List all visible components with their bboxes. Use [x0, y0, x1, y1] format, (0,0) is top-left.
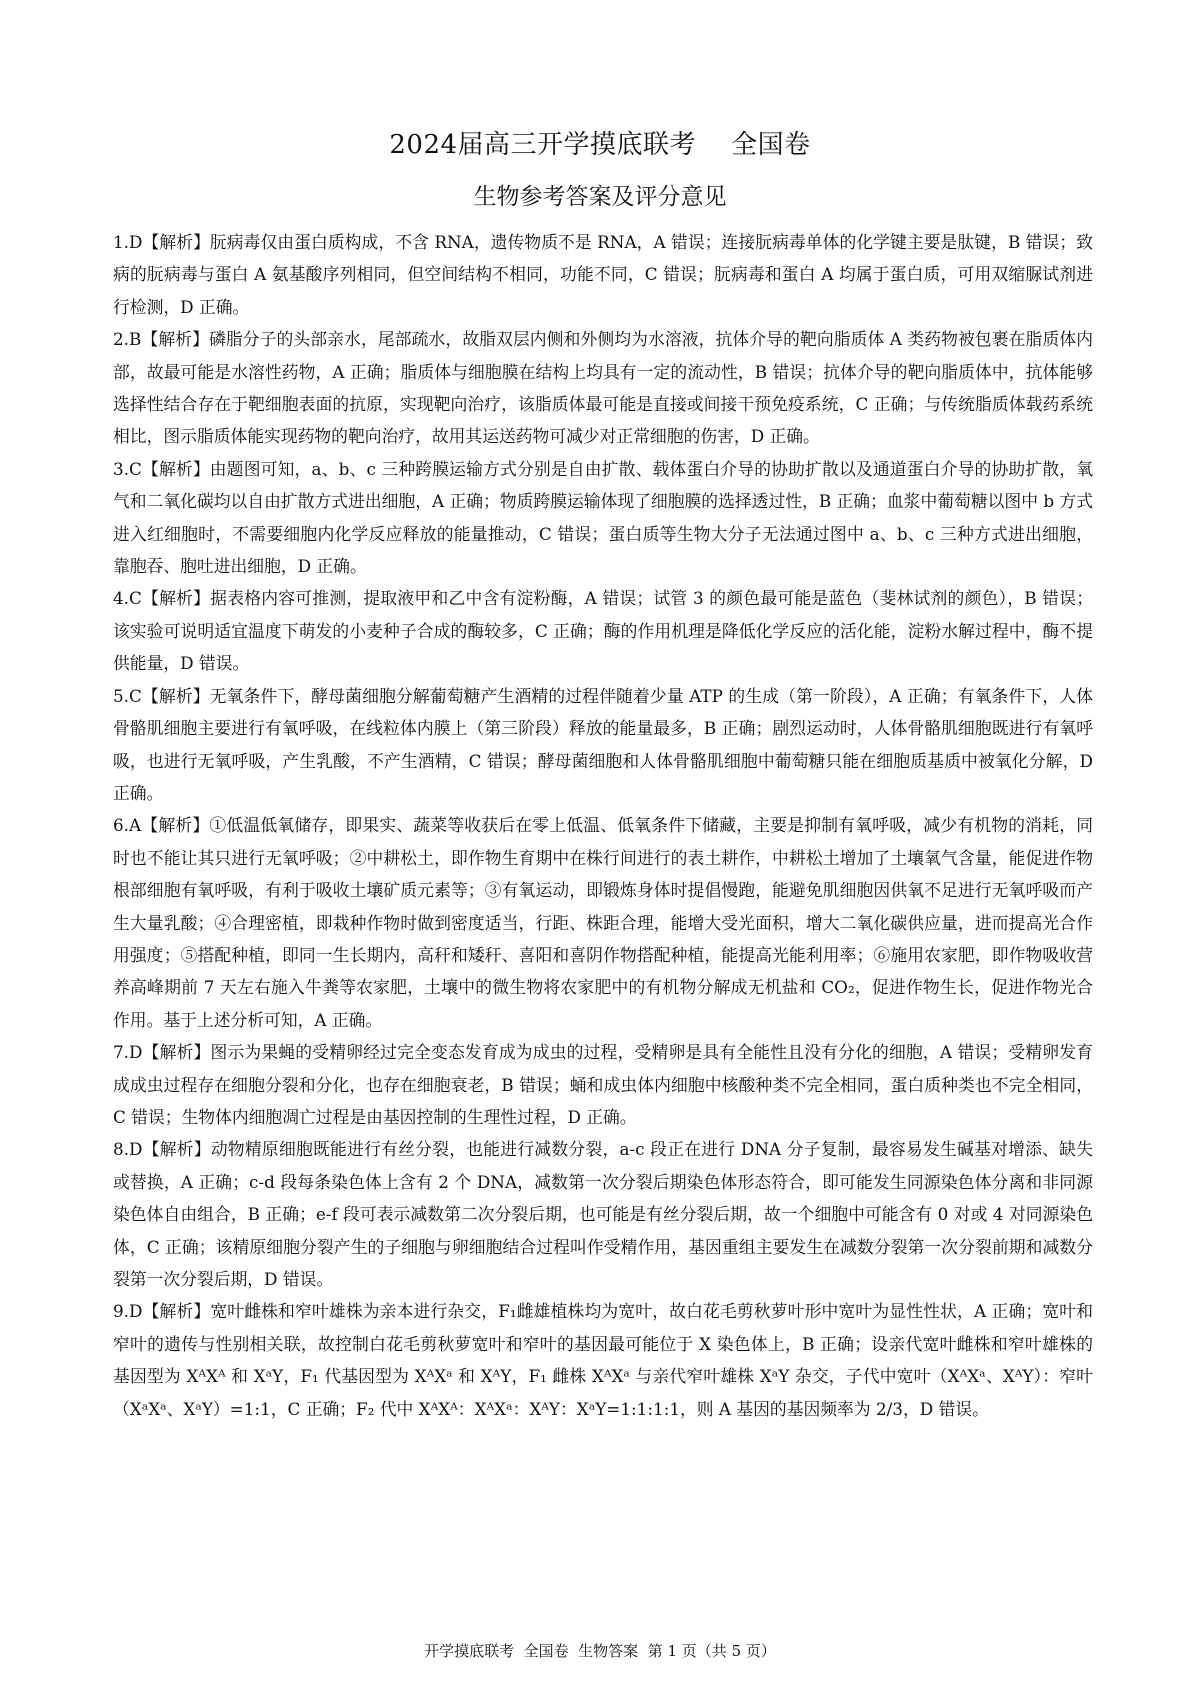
answer-list — [113, 226, 1093, 1425]
page-footer: 开学摸底联考 全国卷 生物答案 第 1 页（共 5 页） — [424, 1642, 776, 1660]
answer-item-1: 1.D【解析】朊病毒仅由蛋白质构成，不含 RNA，遗传物质不是 RNA，A 错误；连接朊病毒单体的化学键主要是肽键，B 错误；致病的朊病毒与蛋白 A 氨基酸序列相同，但空间结构不相同，功能不同，C 错误；朊病毒和蛋白 A 均属于蛋白质，可用双缩脲试剂进行检测，D 正确。 — [113, 232, 1093, 317]
answer-item-8: 8.D【解析】动物精原细胞既能进行有丝分裂，也能进行减数分裂，a-c 段正在进行 DNA 分子复制，最容易发生碱基对增添、缺失或替换，A 正确；c-d 段每条染色体上含有 2 个 DNA，减数第一次分裂后期染色体形态符合，即可能发生同源染色体分离和非同源染色体自由组合，B 正确；e-f 段可表示减数第二次分裂后期，也可能是有丝分裂后期，故一个细胞中可能含有 0 对或 4 对同源染色体，C 正确；该精原细胞分裂产生的子细胞与卵细胞结合过程叫作受精作用，基因重组主要发生在减数分裂第一次分裂前期和减数分裂第一次分裂后期，D 错误。 — [113, 1139, 1093, 1289]
page-title: 2024届高三开学摸底联考 全国卷 — [389, 130, 811, 160]
answer-item-4: 4.C【解析】据表格内容可推测，提取液甲和乙中含有淀粉酶，A 错误；试管 3 的颜色最可能是蓝色（斐林试剂的颜色），B 错误；该实验可说明适宜温度下萌发的小麦种子合成的酶较多，C 正确；酶的作用机理是降低化学反应的活化能，淀粉水解过程中，酶不提供能量，D 错误。 — [113, 588, 1093, 674]
answer-item-3: 3.C【解析】由题图可知，a、b、c 三种跨膜运输方式分别是自由扩散、载体蛋白介导的协助扩散以及通道蛋白介导的协助扩散，氧气和二氧化碳均以自由扩散方式进出细胞，A 正确；物质跨膜运输体现了细胞膜的选择透过性，B 正确；血浆中葡萄糖以图中 b 方式进入红细胞时，不需要细胞内化学反应释放的能量推动，C 错误；蛋白质等生物大分子无法通过图中 a、b、c 三种方式进出细胞，靠胞吞、胞吐进出细胞，D 正确。 — [113, 458, 1093, 577]
answer-item-7: 7.D【解析】图示为果蝇的受精卵经过完全变态发育成为成虫的过程，受精卵是具有全能性且没有分化的细胞，A 错误；受精卵发育成成虫过程存在细胞分裂和分化，也存在细胞衰老，B 错误；蛹和成虫体内细胞中核酸种类不完全相同，蛋白质种类也不完全相同，C 错误；生物体内细胞凋亡过程是由基因控制的生理性过程，D 正确。 — [113, 1042, 1093, 1127]
answer-item-5: 5.C【解析】无氧条件下，酵母菌细胞分解葡萄糖产生酒精的过程伴随着少量 ATP 的生成（第一阶段），A 正确；有氧条件下，人体骨骼肌细胞主要进行有氧呼吸，在线粒体内膜上（第三阶段）释放的能量最多，B 正确；剧烈运动时，人体骨骼肌细胞既进行有氧呼吸，也进行无氧呼吸，产生乳酸，不产生酒精，C 错误；酵母菌细胞和人体骨骼肌细胞中葡萄糖只能在细胞质基质中被氧化分解，D 正确。 — [113, 685, 1093, 803]
page-subtitle: 生物参考答案及评分意见 — [473, 184, 727, 210]
answer-item-6: 6.A【解析】①低温低氧储存，即果实、蔬菜等收获后在零上低温、低氧条件下储藏，主要是抑制有氧呼吸，减少有机物的消耗，同时也不能让其只进行无氧呼吸；②中耕松土，即作物生育期中在株行间进行的表土耕作，中耕松土增加了土壤氧气含量，能促进作物根部细胞有氧呼吸，有利于吸收土壤矿质元素等；③有氧运动，即锻炼身体时提倡慢跑，能避免肌细胞因供氧不足进行无氧呼吸而产生大量乳酸；④合理密植，即栽种作物时做到密度适当，行距、株距合理，能增大受光面积，增大二氧化碳供应量，进而提高光合作用强度；⑤搭配种植，即同一生长期内，高秆和矮秆、喜阳和喜阴作物搭配种植，能提高光能利用率；⑥施用农家肥，即作物吸收营养高峰期前 7 天左右施入牛粪等农家肥，土壤中的微生物将农家肥中的有机物分解成无机盐和 CO₂，促进作物生长，促进作物光合作用。基于上述分析可知，A 正确。 — [113, 815, 1093, 1030]
answer-item-9: 9.D【解析】宽叶雌株和窄叶雄株为亲本进行杂交，F₁雌雄植株均为宽叶，故白花毛剪秋萝叶形中宽叶为显性性状，A 正确；宽叶和窄叶的遗传与性别相关联，故控制白花毛剪秋萝宽叶和窄叶的基因最可能位于 X 染色体上，B 正确；设亲代宽叶雌株和窄叶雄株的基因型为 XᴬXᴬ 和 XᵃY，F₁ 代基因型为 XᴬXᵃ 和 XᴬY，F₁ 雌株 XᴬXᵃ 与亲代窄叶雄株 XᵃY 杂交，子代中宽叶（XᴬXᵃ、XᴬY）：窄叶（XᵃXᵃ、XᵃY）=1:1，C 正确；F₂ 代中 XᴬXᴬ：XᴬXᵃ：XᴬY：XᵃY=1:1:1:1，则 A 基因的基因频率为 2/3，D 错误。 — [113, 1301, 1093, 1419]
answer-item-2: 2.B【解析】磷脂分子的头部亲水，尾部疏水，故脂双层内侧和外侧均为水溶液，抗体介导的靶向脂质体 A 类药物被包裹在脂质体内部，故最可能是水溶性药物，A 正确；脂质体与细胞膜在结构上均具有一定的流动性，B 错误；抗体介导的靶向脂质体中，抗体能够选择性结合存在于靶细胞表面的抗原，实现靶向治疗，该脂质体最可能是直接或间接干预免疫系统，C 正确；与传统脂质体载药系统相比，图示脂质体能实现药物的靶向治疗，故用其运送药物可减少对正常细胞的伤害，D 正确。 — [113, 329, 1093, 447]
